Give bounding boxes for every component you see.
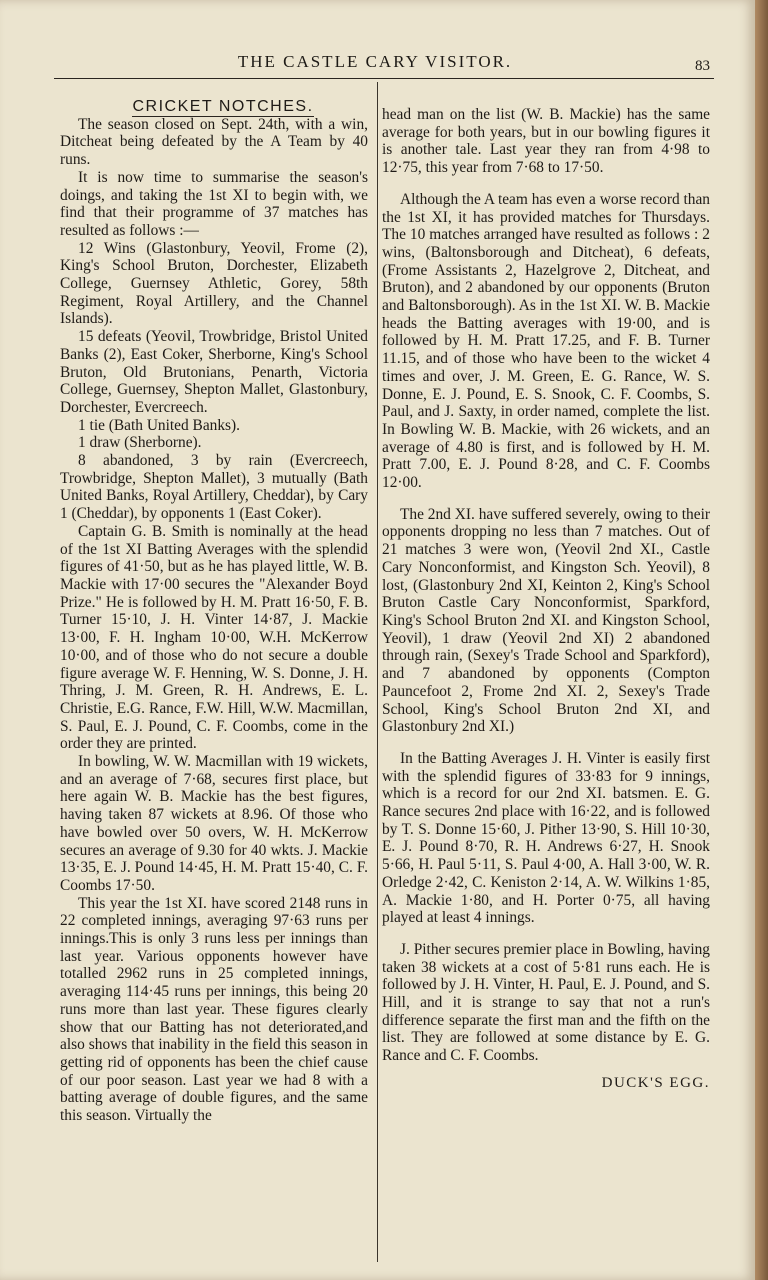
paragraph: In bowling, W. W. Macmillan with 19 wickets, and an average of 7·68, secures first place, but here again W. B. Mackie has the best figures, having taken 87 wickets at 8.96. Of those who have bowled over 50 overs, W. H. McKerrow secures an average of 9.30 for 40 wkts. J. Mackie 13·35, E. J. Pound 14·45, H. M. Pratt 15·40, C. F. Coombs 17·50. [60,753,368,894]
paragraph: The season closed on Sept. 24th, with a win, Ditcheat being defeated by the A Team by 40 runs. [60,115,368,169]
right-column [382,106,710,1093]
article-heading: CRICKET NOTCHES. [132,98,314,115]
author-signoff: DUCK'S EGG. [601,1074,710,1091]
paragraph: 8 abandoned, 3 by rain (Evercreech, Trowbridge, Shepton Mallet), 3 mutually (Bath United Banks, Royal Artillery, Cheddar), by Cary 1 (Cheddar), by opponents 1 (East Coker). [60,452,368,523]
page-number: 83 [695,58,710,74]
left-column [60,98,368,1125]
paragraph: In the Batting Averages J. H. Vinter is easily first with the splendid figures of 33·83 for 9 innings, which is a record for our 2nd XI. batsmen. E. G. Rance secures 2nd place with 16·22, and is followed by T. S. Donne 15·60, J. Pither 13·90, S. Hill 10·30, E. J. Pound 8·70, R. H. Andrews 6·27, H. Snook 5·66, H. Paul 5·11, S. Paul 4·00, A. Hall 3·00, W. R. Orledge 2·42, C. Keniston 2·14, A. W. Wilkins 1·85, A. Mackie 1·80, and H. Porter 0·75, all having played at least 4 innings. [382,749,710,927]
paragraph: This year the 1st XI. have scored 2148 runs in 22 completed innings, averaging 97·63 runs per innings.This is only 3 runs less per innings than last year. Various opponents however have totalled 2962 runs in 25 completed innings, averaging 114·45 runs per innings, this being 20 runs more than last year. These figures clearly show that our Batting has not deteriorated,and also shows that inability in the field this season in getting rid of opponents has been the chief cause of our poor season. Last year we had 8 with a batting average of double figures, and the same this season. Virtually the [60,894,368,1125]
column-divider [377,82,378,1262]
running-header [0,52,755,76]
paragraph: head man on the list (W. B. Mackie) has the same average for both years, but in our bowling figures it is another tale. Last year they ran from 4·98 to 12·75, this year from 7·68 to 17·50. [382,106,710,177]
paragraph: The 2nd XI. have suffered severely, owing to their opponents dropping no less than 7 matches. Out of 21 matches 3 were won, (Yeovil 2nd XI., Castle Cary Nonconformist, and Kingston Sch. Yeovil), 8 lost, (Glastonbury 2nd XI, Keinton 2, King's School Bruton Castle Cary Nonconformist, Sparkford, King's School Bruton 2nd XI. and Kingston School, Yeovil), 1 draw (Yeovil 2nd XI) 2 abandoned through rain, (Sexey's Trade School and Sparkford), and 7 abandoned by opponents (Compton Pauncefoot 2, Frome 2nd XI. 2, Sexey's Trade School, King's School Bruton 2nd XI, and Glastonbury 2nd XI.) [382,505,710,736]
paragraph: 1 draw (Sherborne). [78,434,202,452]
publication-title: THE CASTLE CARY VISITOR. [237,52,513,71]
paragraph: 1 tie (Bath United Banks). [78,416,240,434]
paragraph: Although the A team has even a worse record than the 1st XI, it has provided matches for Thursdays. The 10 matches arranged have resulted as follows : 2 wins, (Baltonsborough and Ditcheat), 6 defeats, (Frome Assistants 2, Hazelgrove 2, Ditcheat, and Bruton), and 2 abandoned by our opponents (Bruton and Baltonsborough). As in the 1st XI. W. B. Mackie heads the Batting averages with 19·00, and is followed by H. M. Pratt 17.25, and F. B. Turner 11.15, and of those who have been to the wicket 4 times and over, J. M. Green, E. G. Rance, W. S. Donne, E. J. Pound, E. S. Snook, C. F. Coombs, S. Paul, and J. Saxty, in order named, complete the list. In Bowling W. B. Mackie, with 26 wickets, and an average of 4.80 is first, and is followed by H. M. Pratt 7.00, E. J. Pound 8·28, and C. F. Coombs 12·00. [382,190,710,492]
paragraph: J. Pither secures premier place in Bowling, having taken 38 wickets at a cost of 5·81 runs each. He is followed by J. H. Vinter, H. Paul, E. J. Pound, and S. Hill, and it is strange to say that not a run's difference separate the first man and the fifth on the list. They are followed at some distance by E. G. Rance and C. F. Coombs. [382,940,710,1065]
header-rule [54,78,714,79]
paragraph: Captain G. B. Smith is nominally at the head of the 1st XI Batting Averages with the splendid figures of 41·50, but as he has played little, W. B. Mackie with 17·00 secures the "Alexander Boyd Prize." He is followed by H. M. Pratt 16·50, F. B. Turner 15·10, J. H. Vinter 14·87, J. Mackie 13·00, F. H. Ingham 10·00, W.H. McKerrow 10·00, and of those who do not secure a double figure average W. F. Henning, W. S. Donne, J. H. Thring, J. M. Green, R. H. Andrews, E. L. Christie, E.G. Rance, F.W. Hill, W.W. Macmillan, S. Paul, E. J. Pound, C. F. Coombs, come in the order they are printed. [60,522,368,753]
page-edge [755,0,768,1280]
paragraph: It is now time to summarise the season's doings, and taking the 1st XI to begin with, we find that their programme of 37 matches has resulted as follows :— [60,168,368,239]
paragraph: 15 defeats (Yeovil, Trowbridge, Bristol United Banks (2), East Coker, Sherborne, King's School Bruton, Old Brutonians, Penarth, Victoria College, Guernsey, Shepton Mallet, Glastonbury, Dorchester, Evercreech. [60,328,368,416]
paragraph: 12 Wins (Glastonbury, Yeovil, Frome (2), King's School Bruton, Dorchester, Elizabeth College, Guernsey Athletic, Gorey, 58th Regiment, Royal Artillery, and the Channel Islands). [60,239,368,328]
